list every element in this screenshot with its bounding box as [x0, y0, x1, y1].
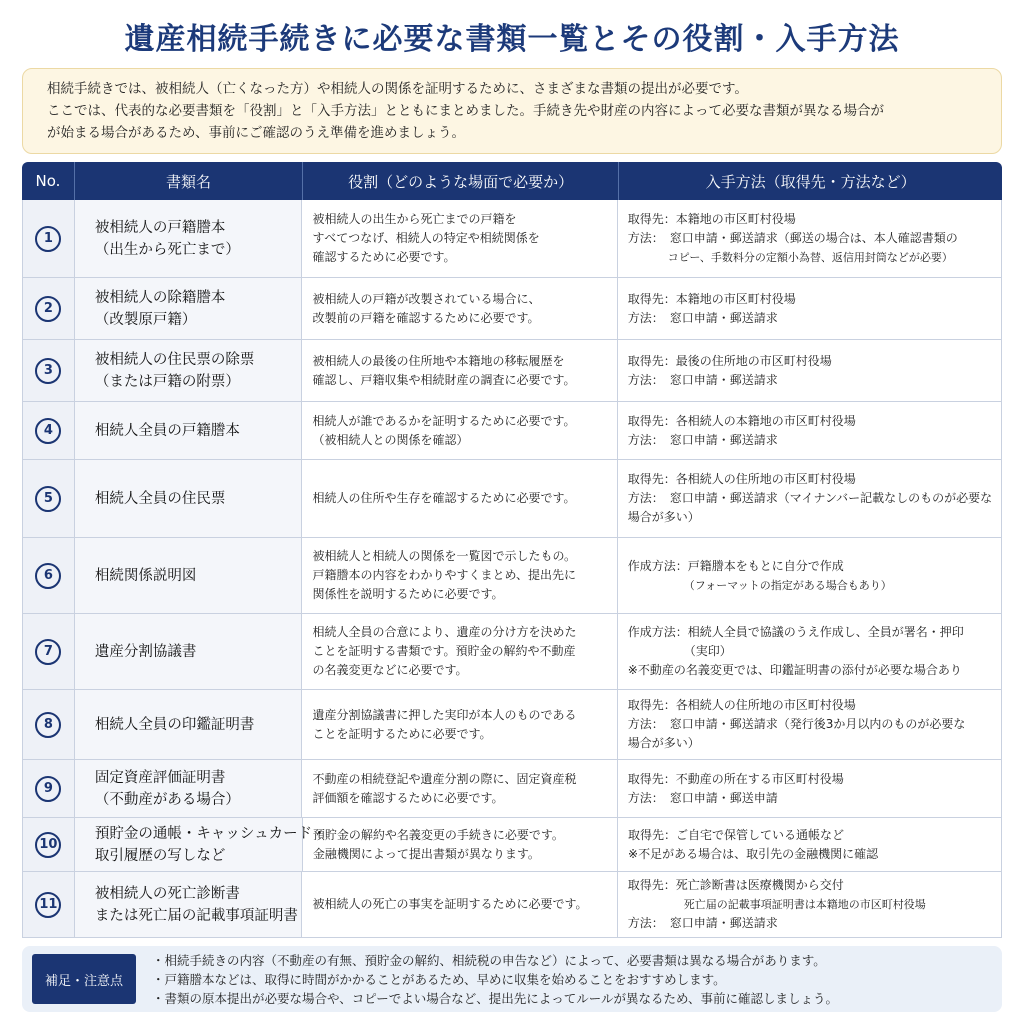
role-line: ことを証明する書類です。預貯金の解約や不動産	[312, 644, 576, 658]
document-name-cell	[75, 614, 303, 689]
role-line: 確認するために必要です。	[312, 250, 456, 264]
role-cell	[302, 278, 617, 339]
row-number: 4	[35, 418, 61, 444]
row-number: 7	[35, 639, 61, 665]
obtain-line: 方法： 窓口申請・郵送請求	[627, 432, 778, 447]
obtain-line: 方法： 窓口申請・郵送請求	[627, 916, 778, 930]
role-line: 関係性を説明するために必要です。	[312, 587, 504, 601]
role-cell	[302, 402, 617, 459]
document-name-cell	[75, 340, 303, 401]
obtain-line: 取得先：不動産の所在する市区町村役場	[627, 771, 844, 786]
obtain-line: 作成方法：戸籍謄本をもとに自分で作成	[627, 558, 844, 573]
obtain-line: 作成方法：相続人全員で協議のうえ作成し、全員が署名・押印	[627, 625, 964, 639]
document-name-line: 被相続人の戸籍謄本	[94, 219, 226, 236]
row-number: 5	[35, 486, 61, 512]
obtain-note-line: コピー、手数料分の定額小為替、返信用封筒などが必要）	[667, 251, 953, 264]
header-document-name: 書類名	[75, 162, 303, 200]
obtain-line: 方法： 窓口申請・郵送請求（マイナンバー記載なしのものが必要な	[627, 491, 993, 505]
row-number-cell	[23, 460, 75, 537]
row-number: 11	[35, 892, 61, 918]
obtain-cell	[618, 278, 1001, 339]
role-line: 遺産分割協議書に押した実印が本人のものである	[312, 707, 577, 722]
row-number-cell	[23, 402, 75, 459]
table-row	[23, 760, 1001, 818]
role-line: 確認し、戸籍収集や相続財産の調査に必要です。	[312, 372, 576, 387]
intro-line: が始まる場合があるため、事前にご確認のうえ準備を進めましょう。	[47, 125, 465, 141]
role-line: 改製前の戸籍を確認するために必要です。	[312, 310, 540, 325]
notes-box	[22, 946, 1002, 1012]
role-line: 相続人が誰であるかを証明するために必要です。	[312, 413, 576, 428]
obtain-cell	[618, 760, 1001, 817]
note-item: ・戸籍謄本などは、取得に時間がかかることがあるため、早めに収集を始めることをおすすめします。	[152, 971, 726, 987]
obtain-line: 方法： 窓口申請・郵送申請	[627, 790, 778, 805]
document-name-cell	[75, 760, 303, 817]
role-line: の名義変更などに必要です。	[312, 663, 468, 677]
row-number-cell	[23, 340, 75, 401]
notes-label: 補足・注意点	[32, 954, 136, 1004]
document-name-line: 預貯金の通帳・キャッシュカード・	[94, 825, 327, 842]
document-name-cell	[75, 690, 303, 759]
role-line: 被相続人の出生から死亡までの戸籍を	[312, 212, 517, 226]
role-cell	[302, 460, 617, 537]
table-row	[23, 614, 1001, 690]
row-number-cell	[23, 818, 75, 871]
document-name-cell	[75, 402, 303, 459]
row-number: 2	[35, 296, 61, 322]
note-item: ・相続手続きの内容（不動産の有無、預貯金の解約、相続税の申告など）によって、必要書類は異なる場合があります。	[152, 952, 826, 968]
intro-box	[22, 68, 1002, 154]
document-name-line: 遺産分割協議書	[94, 643, 197, 660]
row-number-cell	[23, 872, 75, 937]
obtain-line: 取得先：本籍地の市区町村役場	[627, 212, 796, 226]
page-title: 遺産相続手続きに必要な書類一覧とその役割・入手方法	[124, 22, 900, 57]
role-line: 相続人の住所や生存を確認するために必要です。	[312, 491, 576, 505]
role-cell	[302, 340, 617, 401]
obtain-line: 場合が多い）	[627, 736, 700, 750]
obtain-note-line: （フォーマットの指定がある場合もあり）	[683, 578, 892, 592]
row-number: 8	[35, 712, 61, 738]
intro-line: ここでは、代表的な必要書類を「役割」と「入手方法」とともにまとめました。手続き先や財産の内容によって必要な書類が異なる場合が	[47, 103, 884, 119]
obtain-note-line: 死亡届の記載事項証明書は本籍地の市区町村役場	[683, 898, 926, 911]
obtain-cell	[618, 872, 1001, 937]
obtain-line: ※不足がある場合は、取引先の金融機関に確認	[628, 846, 879, 861]
document-name-cell	[75, 460, 303, 537]
document-name-line: 被相続人の住民票の除票	[94, 351, 255, 368]
role-line: 戸籍謄本の内容をわかりやすくまとめ、提出先に	[312, 568, 576, 582]
obtain-cell	[618, 818, 1001, 871]
role-cell	[302, 872, 617, 937]
table-header	[22, 162, 1002, 200]
role-cell	[302, 538, 617, 613]
obtain-line: 取得先：ご自宅で保管している通帳など	[628, 827, 845, 842]
obtain-cell	[618, 200, 1001, 277]
table-body	[22, 200, 1002, 938]
obtain-line: 方法： 窓口申請・郵送請求（発行後3か月以内のものが必要な	[627, 717, 966, 731]
row-number-cell	[23, 760, 75, 817]
obtain-cell	[618, 402, 1001, 459]
row-number: 6	[35, 563, 61, 589]
role-line: 被相続人の戸籍が改製されている場合に、	[312, 291, 541, 306]
role-line: （被相続人との関係を確認）	[312, 432, 469, 447]
role-line: すべてつなげ、相続人の特定や相続関係を	[312, 231, 540, 245]
document-name-line: 相続人全員の住民票	[94, 490, 226, 507]
document-name-line: 相続関係説明図	[94, 567, 197, 584]
row-number: 9	[35, 776, 61, 802]
role-line: 評価額を確認するために必要です。	[312, 790, 504, 805]
document-name-cell	[75, 278, 303, 339]
table-row	[23, 872, 1001, 938]
row-number-cell	[23, 538, 75, 613]
document-name-line: または死亡届の記載事項証明書	[94, 907, 298, 924]
document-name-line: 被相続人の死亡診断書	[94, 885, 240, 902]
role-cell	[302, 200, 617, 277]
document-name-cell	[75, 872, 303, 937]
row-number-cell	[23, 278, 75, 339]
role-line: 被相続人と相続人の関係を一覧図で示したもの。	[312, 549, 576, 563]
table-row	[23, 538, 1001, 614]
role-line: 金融機関によって提出書類が異なります。	[312, 846, 540, 861]
table-row	[23, 200, 1001, 278]
table-row	[23, 278, 1001, 340]
obtain-line: 方法： 窓口申請・郵送請求	[627, 310, 778, 325]
row-number: 1	[35, 226, 61, 252]
document-name-line: 相続人全員の印鑑証明書	[94, 716, 255, 733]
role-line: 被相続人の死亡の事実を証明するために必要です。	[312, 897, 588, 911]
obtain-line: 方法： 窓口申請・郵送請求	[627, 372, 778, 387]
header-role: 役割（どのような場面で必要か）	[303, 162, 619, 200]
document-name-cell	[75, 200, 303, 277]
document-name-line: （出生から死亡まで）	[94, 241, 240, 258]
header-no: No.	[22, 162, 75, 200]
notes-list	[152, 951, 838, 1008]
document-name-cell	[75, 818, 327, 871]
document-name-cell	[75, 538, 303, 613]
document-name-line: 相続人全員の戸籍謄本	[94, 422, 240, 439]
obtain-line: 取得先：各相続人の住所地の市区町村役場	[627, 472, 856, 486]
table-row	[23, 460, 1001, 538]
role-cell	[303, 818, 618, 871]
role-line: 相続人全員の合意により、遺産の分け方を決めた	[312, 625, 577, 639]
intro-line: 相続手続きでは、被相続人（亡くなった方）や相続人の関係を証明するために、さまざまな書類の提出が必要です。	[47, 81, 748, 97]
row-number: 10	[35, 832, 61, 858]
role-line: ことを証明するために必要です。	[312, 726, 492, 741]
table-row	[23, 402, 1001, 460]
row-number-cell	[23, 690, 75, 759]
obtain-cell	[618, 340, 1001, 401]
document-name-line: 被相続人の除籍謄本	[94, 289, 226, 306]
obtain-line: ※不動産の名義変更では、印鑑証明書の添付が必要な場合あり	[627, 663, 962, 677]
role-cell	[302, 614, 617, 689]
row-number: 3	[35, 358, 61, 384]
role-cell	[302, 690, 617, 759]
documents-table	[22, 162, 1002, 938]
document-name-line: 取引履歴の写しなど	[94, 847, 226, 864]
obtain-line: 取得先：死亡診断書は医療機関から交付	[627, 878, 844, 892]
document-name-line: （または戸籍の附票）	[94, 373, 240, 390]
table-row	[23, 818, 1001, 872]
table-row	[23, 340, 1001, 402]
role-cell	[302, 760, 617, 817]
obtain-line: 取得先：各相続人の本籍地の市区町村役場	[627, 413, 856, 428]
role-line: 預貯金の解約や名義変更の手続きに必要です。	[312, 827, 564, 842]
header-how-to-obtain: 入手方法（取得先・方法など）	[705, 172, 916, 191]
obtain-line: 場合が多い）	[627, 510, 700, 524]
obtain-line: 取得先：最後の住所地の市区町村役場	[627, 353, 832, 368]
obtain-cell	[618, 614, 1001, 689]
note-item: ・書類の原本提出が必要な場合や、コピーでよい場合など、提出先によってルールが異なるため、事前に確認しましょう。	[152, 990, 839, 1006]
obtain-line: （実印）	[683, 644, 732, 658]
role-line: 不動産の相続登記や遺産分割の際に、固定資産税	[312, 771, 577, 786]
document-name-line: 固定資産評価証明書	[94, 769, 226, 786]
document-name-line: （不動産がある場合）	[94, 791, 240, 808]
obtain-line: 取得先：本籍地の市区町村役場	[627, 291, 796, 306]
row-number-cell	[23, 200, 75, 277]
row-number-cell	[23, 614, 75, 689]
obtain-cell	[618, 690, 1001, 759]
obtain-cell	[618, 460, 1001, 537]
table-row	[23, 690, 1001, 760]
document-name-line: （改製原戸籍）	[94, 311, 197, 328]
role-line: 被相続人の最後の住所地や本籍地の移転履歴を	[312, 353, 565, 368]
obtain-cell	[618, 538, 1001, 613]
obtain-line: 取得先：各相続人の住所地の市区町村役場	[627, 698, 856, 712]
obtain-line: 方法： 窓口申請・郵送請求（郵送の場合は、本人確認書類の	[627, 231, 958, 245]
